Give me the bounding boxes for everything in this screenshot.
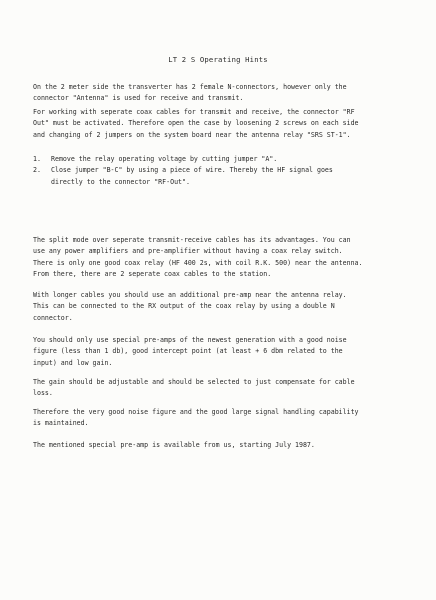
paragraph-separate-cables: For working with seperate coax cables for transmit and receive, the connector "RF Out" must be activated. Therefore open the case by loosening 2 screws on each side and changing of 2 jumpers on the system board near the antenna relay "SRS ST-1".	[33, 108, 359, 139]
paragraph-gain: The gain should be adjustable and should be selected to just compensate for cable loss.	[33, 378, 355, 398]
step-number: 2.	[33, 166, 41, 175]
paragraph-connectors: On the 2 meter side the transverter has 2 female N-connectors, however only the connector "Antenna" is used for receive and transmit.	[33, 83, 347, 103]
step-text: Close jumper "B-C" by using a piece of wire. Thereby the HF signal goes directly to the connector "RF-Out".	[51, 166, 333, 186]
paragraph-availability: The mentioned special pre-amp is available from us, starting July 1987.	[33, 441, 315, 449]
steps-list	[33, 154, 403, 188]
step-text: Remove the relay operating voltage by cutting jumper "A".	[51, 155, 278, 163]
list-item	[33, 154, 403, 165]
step-number: 1.	[33, 155, 41, 163]
paragraph-longer-cables: With longer cables you should use an additional pre-amp near the antenna relay. This can be connected to the RX output of the coax relay by using a double N connector.	[33, 291, 347, 322]
paragraph-noise-figure: Therefore the very good noise figure and the good large signal handling capability is maintained.	[33, 408, 359, 428]
paragraph-split-mode: The split mode over seperate transmit-receive cables has its advantages. You can use any power amplifiers and pre-amplifier without having a coax relay switch. There is only one good coax relay (HF 400 2s, with coil R.K. 500) near the antenna. From there, there are 2 seperate coax cables to the station.	[33, 236, 363, 279]
paragraph-special-preamps: You should only use special pre-amps of the newest generation with a good noise figure (less than 1 db), good intercept point (at least + 6 dbm related to the input) and low gain.	[33, 336, 347, 367]
list-item	[33, 165, 403, 188]
document-title: LT 2 S Operating Hints	[168, 55, 268, 64]
